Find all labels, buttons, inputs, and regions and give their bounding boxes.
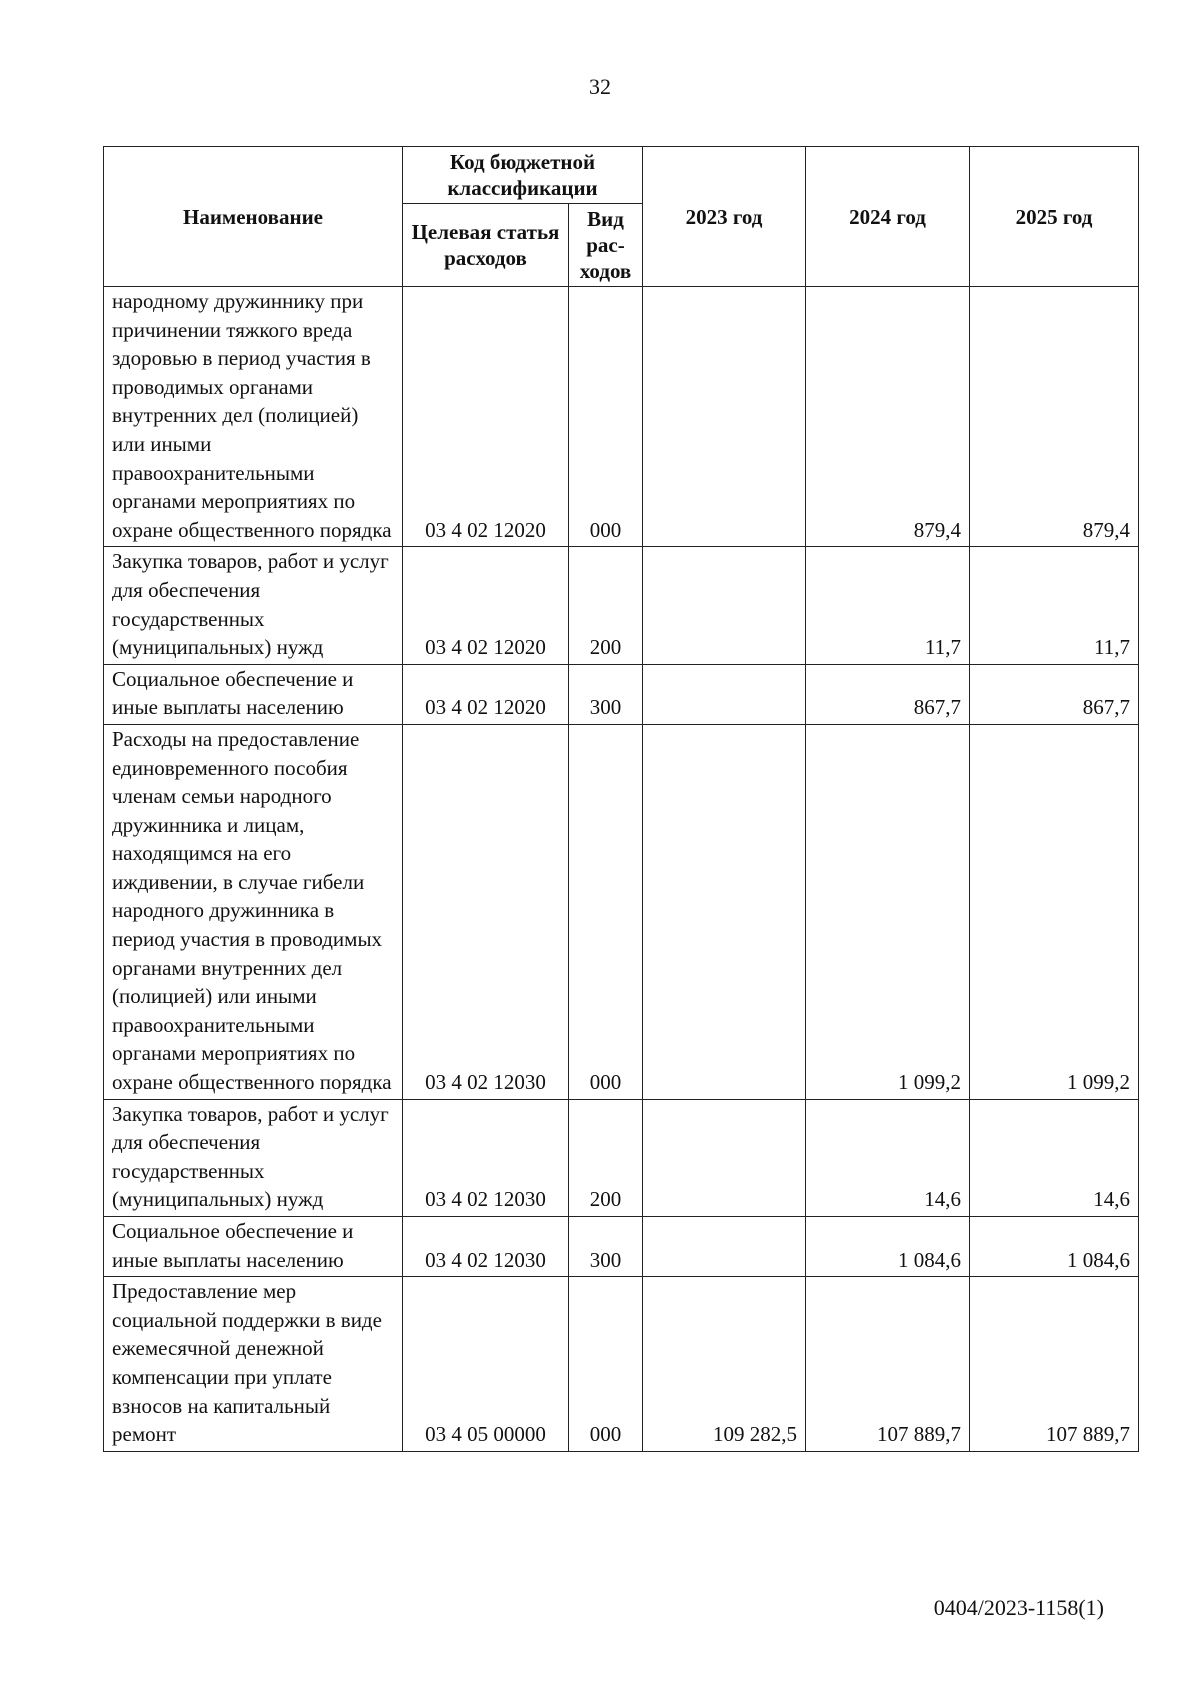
row-kind: 200 — [569, 1099, 643, 1216]
budget-table — [103, 146, 1139, 1452]
row-code: 03 4 05 00000 — [403, 1277, 569, 1452]
table-row — [104, 547, 1139, 664]
table-row — [104, 1099, 1139, 1216]
row-code: 03 4 02 12030 — [403, 1217, 569, 1277]
row-2024: 11,7 — [806, 547, 970, 664]
row-2024: 107 889,7 — [806, 1277, 970, 1452]
row-2023: 109 282,5 — [643, 1277, 806, 1452]
row-2025: 867,7 — [970, 664, 1139, 724]
row-2023 — [643, 547, 806, 664]
row-2024: 867,7 — [806, 664, 970, 724]
page-number: 32 — [589, 74, 611, 99]
document-code: 0404/2023-1158(1) — [933, 1595, 1104, 1620]
row-code: 03 4 02 12020 — [403, 547, 569, 664]
header-target: Целевая статья расходов — [403, 204, 569, 287]
table-row — [104, 1277, 1139, 1452]
row-code: 03 4 02 12020 — [403, 664, 569, 724]
row-name: Социальное обеспечение и иные выплаты населению — [104, 1217, 403, 1277]
row-kind: 200 — [569, 547, 643, 664]
table-row — [104, 664, 1139, 724]
row-name: Закупка товаров, работ и услуг для обеспечения государственных (муниципальных) нужд — [104, 1099, 403, 1216]
row-2025: 11,7 — [970, 547, 1139, 664]
row-2023 — [643, 1217, 806, 1277]
header-2023: 2023 год — [643, 147, 806, 287]
row-name: Расходы на предоставление единовременного пособия членам семьи народного дружинника и лицам, находящимся на его иждивении, в случае гибели народного дружинника в период участия в проводимых органами внутренних дел (полицией) или иными правоохранительными органами мероприятиях по охране общественного порядка — [104, 724, 403, 1099]
row-name: народному дружиннику при причинении тяжкого вреда здоровью в период участия в проводимых органами внутренних дел (полицией) или иными правоохранительными органами мероприятиях по охране общественного порядка — [104, 287, 403, 547]
header-2024: 2024 год — [806, 147, 970, 287]
header-kind: Вид рас-ходов — [569, 204, 643, 287]
row-kind: 000 — [569, 724, 643, 1099]
row-kind: 000 — [569, 1277, 643, 1452]
row-2025: 1 084,6 — [970, 1217, 1139, 1277]
row-2024: 14,6 — [806, 1099, 970, 1216]
row-2023 — [643, 724, 806, 1099]
row-code: 03 4 02 12030 — [403, 724, 569, 1099]
row-2024: 1 084,6 — [806, 1217, 970, 1277]
header-2025: 2025 год — [970, 147, 1139, 287]
row-2025: 107 889,7 — [970, 1277, 1139, 1452]
row-kind: 000 — [569, 287, 643, 547]
table-row — [104, 1217, 1139, 1277]
row-name: Закупка товаров, работ и услуг для обеспечения государственных (муниципальных) нужд — [104, 547, 403, 664]
row-code: 03 4 02 12030 — [403, 1099, 569, 1216]
row-2023 — [643, 287, 806, 547]
row-2024: 1 099,2 — [806, 724, 970, 1099]
row-name: Социальное обеспечение и иные выплаты населению — [104, 664, 403, 724]
row-2024: 879,4 — [806, 287, 970, 547]
row-kind: 300 — [569, 1217, 643, 1277]
row-2023 — [643, 664, 806, 724]
header-code-group: Код бюджетной классификации — [403, 147, 643, 204]
row-code: 03 4 02 12020 — [403, 287, 569, 547]
row-2025: 879,4 — [970, 287, 1139, 547]
row-kind: 300 — [569, 664, 643, 724]
row-2023 — [643, 1099, 806, 1216]
row-2025: 1 099,2 — [970, 724, 1139, 1099]
row-name: Предоставление мер социальной поддержки в виде ежемесячной денежной компенсации при уплате взносов на капитальный ремонт — [104, 1277, 403, 1452]
table-row — [104, 287, 1139, 547]
header-name: Наименование — [104, 147, 403, 287]
row-2025: 14,6 — [970, 1099, 1139, 1216]
table-row — [104, 724, 1139, 1099]
